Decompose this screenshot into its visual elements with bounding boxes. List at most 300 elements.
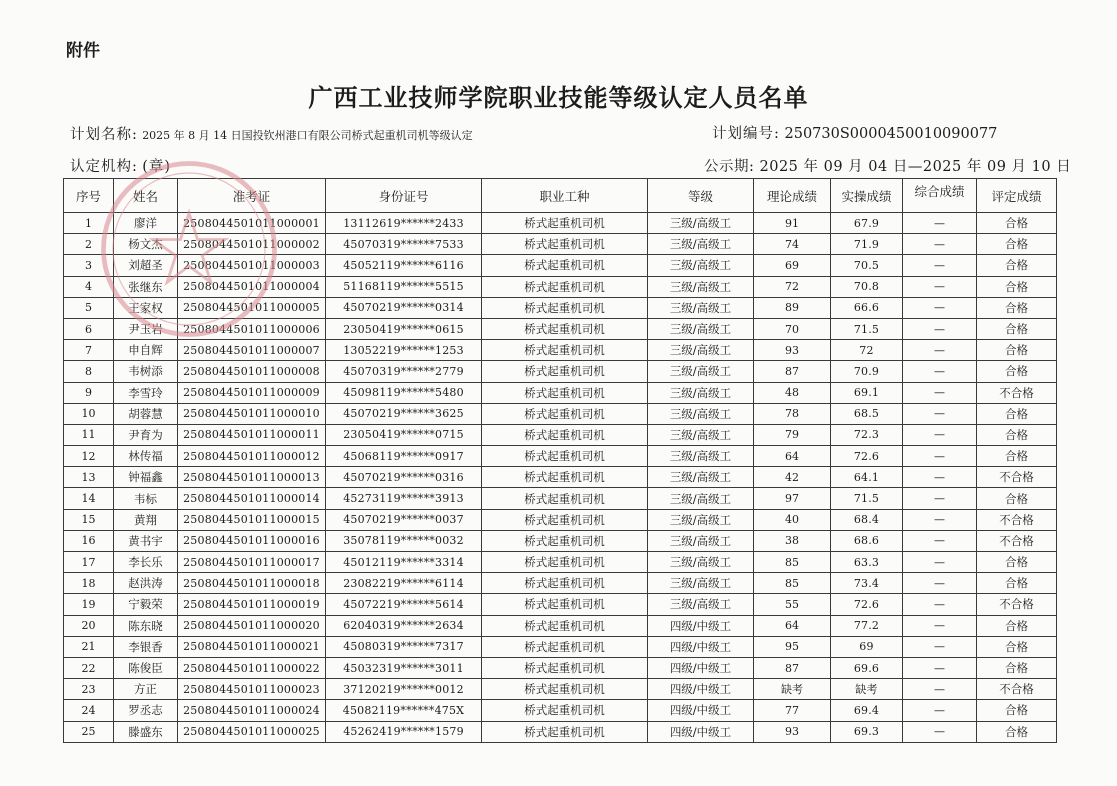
cell-name: 罗丞志 — [114, 700, 178, 721]
cell-practice-score: 77.2 — [831, 615, 903, 636]
cell-theory-score: 91 — [754, 213, 831, 234]
cell-practice-score: 63.3 — [831, 552, 903, 573]
cell-level: 三级/高级工 — [648, 509, 754, 530]
table-row — [64, 403, 1057, 424]
cell-overall-score: — — [903, 721, 977, 742]
table-row — [64, 552, 1057, 573]
cell-exam-id: 2508044501011000024 — [178, 700, 326, 721]
cell-practice-score: 72 — [831, 340, 903, 361]
cell-level: 三级/高级工 — [648, 573, 754, 594]
cell-name: 滕盛东 — [114, 721, 178, 742]
cell-result: 不合格 — [977, 467, 1057, 488]
cell-exam-id: 2508044501011000012 — [178, 446, 326, 467]
cell-occupation: 桥式起重机司机 — [482, 488, 648, 509]
cell-name: 李雪玲 — [114, 382, 178, 403]
cell-exam-id: 2508044501011000007 — [178, 340, 326, 361]
cell-result: 不合格 — [977, 382, 1057, 403]
cell-theory-score: 87 — [754, 657, 831, 678]
cell-level: 四级/中级工 — [648, 700, 754, 721]
cell-overall-score: — — [903, 403, 977, 424]
cell-practice-score: 72.6 — [831, 594, 903, 615]
cell-overall-score: — — [903, 509, 977, 530]
cell-id-number: 45032319******3011 — [326, 657, 482, 678]
cell-exam-id: 2508044501011000008 — [178, 361, 326, 382]
cell-occupation: 桥式起重机司机 — [482, 636, 648, 657]
cell-result: 合格 — [977, 700, 1057, 721]
cell-result: 不合格 — [977, 679, 1057, 700]
table-row — [64, 657, 1057, 678]
cell-result: 合格 — [977, 234, 1057, 255]
cell-id-number: 35078119******0032 — [326, 530, 482, 551]
table-row — [64, 573, 1057, 594]
cell-id-number: 45070219******0314 — [326, 297, 482, 318]
cell-practice-score: 69 — [831, 636, 903, 657]
cell-name: 钟福鑫 — [114, 467, 178, 488]
period-value: 2025 年 09 月 04 日—2025 年 09 月 10 日 — [759, 159, 1072, 175]
cell-index: 4 — [64, 276, 114, 297]
cell-theory-score: 77 — [754, 700, 831, 721]
cell-occupation: 桥式起重机司机 — [482, 340, 648, 361]
cell-name: 黄翔 — [114, 509, 178, 530]
cell-name: 陈俊臣 — [114, 657, 178, 678]
org-value: (章) — [142, 159, 172, 175]
cell-exam-id: 2508044501011000009 — [178, 382, 326, 403]
cell-id-number: 45098119******5480 — [326, 382, 482, 403]
cell-name: 张继东 — [114, 276, 178, 297]
cell-exam-id: 2508044501011000013 — [178, 467, 326, 488]
cell-practice-score: 69.3 — [831, 721, 903, 742]
cell-overall-score: — — [903, 318, 977, 339]
cell-level: 三级/高级工 — [648, 403, 754, 424]
cell-practice-score: 70.8 — [831, 276, 903, 297]
cell-practice-score: 67.9 — [831, 213, 903, 234]
cell-level: 四级/中级工 — [648, 679, 754, 700]
cell-index: 23 — [64, 679, 114, 700]
cell-exam-id: 2508044501011000025 — [178, 721, 326, 742]
column-header-col-overall: 综合成绩 — [903, 179, 977, 213]
cell-overall-score: — — [903, 424, 977, 445]
cell-overall-score: — — [903, 636, 977, 657]
cell-overall-score: — — [903, 446, 977, 467]
cell-occupation: 桥式起重机司机 — [482, 594, 648, 615]
cell-id-number: 23050419******0715 — [326, 424, 482, 445]
cell-name: 方正 — [114, 679, 178, 700]
cell-index: 19 — [64, 594, 114, 615]
cell-index: 14 — [64, 488, 114, 509]
cell-occupation: 桥式起重机司机 — [482, 255, 648, 276]
cell-theory-score: 64 — [754, 615, 831, 636]
plan-code-value: 250730S0000450010090077 — [784, 126, 998, 142]
table-row — [64, 276, 1057, 297]
cell-theory-score: 70 — [754, 318, 831, 339]
cell-level: 三级/高级工 — [648, 488, 754, 509]
table-row — [64, 594, 1057, 615]
cell-occupation: 桥式起重机司机 — [482, 318, 648, 339]
cell-practice-score: 69.1 — [831, 382, 903, 403]
cell-id-number: 23050419******0615 — [326, 318, 482, 339]
cell-exam-id: 2508044501011000022 — [178, 657, 326, 678]
certifying-org — [70, 155, 171, 176]
cell-occupation: 桥式起重机司机 — [482, 276, 648, 297]
cell-index: 10 — [64, 403, 114, 424]
cell-practice-score: 71.9 — [831, 234, 903, 255]
cell-overall-score: — — [903, 255, 977, 276]
cell-exam-id: 2508044501011000005 — [178, 297, 326, 318]
table-row — [64, 636, 1057, 657]
cell-index: 6 — [64, 318, 114, 339]
plan-name-label: 计划名称: — [70, 127, 138, 143]
cell-overall-score: — — [903, 340, 977, 361]
table-row — [64, 424, 1057, 445]
cell-theory-score: 38 — [754, 530, 831, 551]
column-header-col-level: 等级 — [648, 179, 754, 213]
cell-result: 合格 — [977, 488, 1057, 509]
cell-level: 三级/高级工 — [648, 297, 754, 318]
cell-occupation: 桥式起重机司机 — [482, 446, 648, 467]
cell-level: 三级/高级工 — [648, 530, 754, 551]
cell-overall-score: — — [903, 213, 977, 234]
cell-result: 合格 — [977, 318, 1057, 339]
cell-occupation: 桥式起重机司机 — [482, 361, 648, 382]
cell-level: 三级/高级工 — [648, 340, 754, 361]
cell-level: 三级/高级工 — [648, 255, 754, 276]
column-header-col-name: 姓名 — [114, 179, 178, 213]
cell-id-number: 45080319******7317 — [326, 636, 482, 657]
cell-occupation: 桥式起重机司机 — [482, 615, 648, 636]
cell-occupation: 桥式起重机司机 — [482, 700, 648, 721]
cell-index: 20 — [64, 615, 114, 636]
cell-id-number: 45070219******0037 — [326, 509, 482, 530]
cell-overall-score: — — [903, 234, 977, 255]
cell-result: 合格 — [977, 213, 1057, 234]
cell-theory-score: 48 — [754, 382, 831, 403]
cell-practice-score: 72.6 — [831, 446, 903, 467]
cell-exam-id: 2508044501011000003 — [178, 255, 326, 276]
cell-index: 12 — [64, 446, 114, 467]
cell-practice-score: 73.4 — [831, 573, 903, 594]
cell-theory-score: 89 — [754, 297, 831, 318]
cell-result: 合格 — [977, 424, 1057, 445]
cell-theory-score: 95 — [754, 636, 831, 657]
cell-theory-score: 78 — [754, 403, 831, 424]
cell-name: 李银香 — [114, 636, 178, 657]
cell-practice-score: 71.5 — [831, 318, 903, 339]
cell-exam-id: 2508044501011000015 — [178, 509, 326, 530]
cell-name: 韦标 — [114, 488, 178, 509]
cell-result: 不合格 — [977, 509, 1057, 530]
cell-index: 9 — [64, 382, 114, 403]
column-header-col-practice: 实操成绩 — [831, 179, 903, 213]
cell-id-number: 45070319******7533 — [326, 234, 482, 255]
table-row — [64, 488, 1057, 509]
cell-result: 合格 — [977, 297, 1057, 318]
cell-occupation: 桥式起重机司机 — [482, 552, 648, 573]
cell-id-number: 45012119******3314 — [326, 552, 482, 573]
cell-overall-score: — — [903, 361, 977, 382]
cell-theory-score: 42 — [754, 467, 831, 488]
table-row — [64, 446, 1057, 467]
cell-theory-score: 64 — [754, 446, 831, 467]
table-row — [64, 467, 1057, 488]
cell-index: 25 — [64, 721, 114, 742]
cell-result: 不合格 — [977, 594, 1057, 615]
cell-result: 合格 — [977, 721, 1057, 742]
cell-id-number: 51168119******5515 — [326, 276, 482, 297]
cell-result: 合格 — [977, 657, 1057, 678]
cell-id-number: 45262419******1579 — [326, 721, 482, 742]
cell-theory-score: 55 — [754, 594, 831, 615]
cell-name: 宁毅荣 — [114, 594, 178, 615]
table-row — [64, 318, 1057, 339]
cell-index: 5 — [64, 297, 114, 318]
cell-overall-score: — — [903, 488, 977, 509]
cell-exam-id: 2508044501011000006 — [178, 318, 326, 339]
attachment-label: 附件 — [66, 41, 100, 61]
cell-occupation: 桥式起重机司机 — [482, 213, 648, 234]
cell-practice-score: 72.3 — [831, 424, 903, 445]
table-row — [64, 234, 1057, 255]
cell-theory-score: 缺考 — [754, 679, 831, 700]
cell-exam-id: 2508044501011000021 — [178, 636, 326, 657]
table-row — [64, 382, 1057, 403]
cell-level: 三级/高级工 — [648, 234, 754, 255]
cell-theory-score: 93 — [754, 721, 831, 742]
cell-overall-score: — — [903, 297, 977, 318]
cell-practice-score: 68.4 — [831, 509, 903, 530]
cell-id-number: 45070319******2779 — [326, 361, 482, 382]
cell-index: 22 — [64, 657, 114, 678]
cell-overall-score: — — [903, 615, 977, 636]
column-header-col-id-number: 身份证号 — [326, 179, 482, 213]
cell-index: 3 — [64, 255, 114, 276]
cell-result: 合格 — [977, 573, 1057, 594]
cell-occupation: 桥式起重机司机 — [482, 509, 648, 530]
cell-overall-score: — — [903, 530, 977, 551]
cell-exam-id: 2508044501011000019 — [178, 594, 326, 615]
cell-exam-id: 2508044501011000014 — [178, 488, 326, 509]
cell-occupation: 桥式起重机司机 — [482, 424, 648, 445]
cell-occupation: 桥式起重机司机 — [482, 403, 648, 424]
cell-occupation: 桥式起重机司机 — [482, 657, 648, 678]
cell-index: 13 — [64, 467, 114, 488]
plan-code-label: 计划编号: — [712, 126, 780, 142]
table-row — [64, 213, 1057, 234]
cell-name: 杨文杰 — [114, 234, 178, 255]
cell-occupation: 桥式起重机司机 — [482, 721, 648, 742]
cell-occupation: 桥式起重机司机 — [482, 573, 648, 594]
cell-result: 不合格 — [977, 530, 1057, 551]
cell-name: 廖洋 — [114, 213, 178, 234]
cell-result: 合格 — [977, 276, 1057, 297]
cell-level: 三级/高级工 — [648, 361, 754, 382]
table-row — [64, 255, 1057, 276]
cell-result: 合格 — [977, 636, 1057, 657]
cell-id-number: 13112619******2433 — [326, 213, 482, 234]
cell-theory-score: 85 — [754, 573, 831, 594]
column-header-col-exam-id: 准考证 — [178, 179, 326, 213]
cell-name: 赵洪涛 — [114, 573, 178, 594]
cell-practice-score: 69.6 — [831, 657, 903, 678]
cell-theory-score: 79 — [754, 424, 831, 445]
cell-overall-score: — — [903, 679, 977, 700]
cell-occupation: 桥式起重机司机 — [482, 467, 648, 488]
cell-theory-score: 93 — [754, 340, 831, 361]
table-body — [64, 213, 1057, 743]
cell-id-number: 23082219******6114 — [326, 573, 482, 594]
cell-level: 三级/高级工 — [648, 446, 754, 467]
cell-occupation: 桥式起重机司机 — [482, 679, 648, 700]
column-header-col-occupation: 职业工种 — [482, 179, 648, 213]
cell-overall-score: — — [903, 594, 977, 615]
cell-level: 四级/中级工 — [648, 615, 754, 636]
plan-code — [712, 122, 997, 143]
cell-index: 8 — [64, 361, 114, 382]
cell-overall-score: — — [903, 657, 977, 678]
cell-level: 四级/中级工 — [648, 636, 754, 657]
cell-level: 三级/高级工 — [648, 276, 754, 297]
cell-name: 林传福 — [114, 446, 178, 467]
cell-name: 刘超圣 — [114, 255, 178, 276]
cell-overall-score: — — [903, 382, 977, 403]
cell-theory-score: 87 — [754, 361, 831, 382]
cell-exam-id: 2508044501011000020 — [178, 615, 326, 636]
table-row — [64, 340, 1057, 361]
cell-level: 三级/高级工 — [648, 594, 754, 615]
cell-result: 合格 — [977, 446, 1057, 467]
cell-id-number: 45070219******3625 — [326, 403, 482, 424]
cell-id-number: 37120219******0012 — [326, 679, 482, 700]
cell-index: 11 — [64, 424, 114, 445]
cell-result: 合格 — [977, 615, 1057, 636]
cell-practice-score: 71.5 — [831, 488, 903, 509]
plan-name — [70, 123, 473, 144]
cell-theory-score: 74 — [754, 234, 831, 255]
cell-overall-score: — — [903, 276, 977, 297]
column-header-col-result: 评定成绩 — [977, 179, 1057, 213]
cell-index: 17 — [64, 552, 114, 573]
cell-exam-id: 2508044501011000016 — [178, 530, 326, 551]
cell-name: 尹育为 — [114, 424, 178, 445]
cell-name: 李长乐 — [114, 552, 178, 573]
cell-id-number: 13052219******1253 — [326, 340, 482, 361]
cell-practice-score: 70.5 — [831, 255, 903, 276]
column-header-col-index: 序号 — [64, 179, 114, 213]
cell-exam-id: 2508044501011000010 — [178, 403, 326, 424]
cell-result: 合格 — [977, 403, 1057, 424]
cell-level: 三级/高级工 — [648, 318, 754, 339]
cell-id-number: 45072219******5614 — [326, 594, 482, 615]
cell-id-number: 45068119******0917 — [326, 446, 482, 467]
cell-overall-score: — — [903, 700, 977, 721]
cell-practice-score: 66.6 — [831, 297, 903, 318]
cell-theory-score: 85 — [754, 552, 831, 573]
column-header-col-theory: 理论成绩 — [754, 179, 831, 213]
cell-exam-id: 2508044501011000004 — [178, 276, 326, 297]
table-row — [64, 361, 1057, 382]
cell-index: 18 — [64, 573, 114, 594]
cell-theory-score: 72 — [754, 276, 831, 297]
cell-practice-score: 64.1 — [831, 467, 903, 488]
table-row — [64, 509, 1057, 530]
cell-name: 韦树添 — [114, 361, 178, 382]
cell-index: 2 — [64, 234, 114, 255]
table-row — [64, 700, 1057, 721]
cell-exam-id: 2508044501011000001 — [178, 213, 326, 234]
cell-name: 陈东晓 — [114, 615, 178, 636]
cell-result: 合格 — [977, 255, 1057, 276]
cell-level: 三级/高级工 — [648, 213, 754, 234]
cell-level: 三级/高级工 — [648, 467, 754, 488]
page-title: 广西工业技师学院职业技能等级认定人员名单 — [308, 84, 809, 112]
table-header-row — [64, 179, 1057, 213]
cell-result: 合格 — [977, 552, 1057, 573]
cell-exam-id: 2508044501011000023 — [178, 679, 326, 700]
cell-id-number: 45070219******0316 — [326, 467, 482, 488]
cell-index: 7 — [64, 340, 114, 361]
cell-level: 三级/高级工 — [648, 552, 754, 573]
cell-occupation: 桥式起重机司机 — [482, 530, 648, 551]
cell-occupation: 桥式起重机司机 — [482, 382, 648, 403]
cell-level: 三级/高级工 — [648, 424, 754, 445]
cell-practice-score: 69.4 — [831, 700, 903, 721]
table-row — [64, 297, 1057, 318]
cell-id-number: 45082119******475X — [326, 700, 482, 721]
plan-name-value: 2025 年 8 月 14 日国投钦州港口有限公司桥式起重机司机等级认定 — [142, 129, 473, 142]
cell-practice-score: 缺考 — [831, 679, 903, 700]
roster-table — [63, 178, 1057, 743]
cell-name: 王家权 — [114, 297, 178, 318]
cell-overall-score: — — [903, 552, 977, 573]
cell-exam-id: 2508044501011000018 — [178, 573, 326, 594]
cell-index: 1 — [64, 213, 114, 234]
table-row — [64, 721, 1057, 742]
org-label: 认定机构: — [70, 159, 138, 175]
cell-exam-id: 2508044501011000002 — [178, 234, 326, 255]
cell-id-number: 62040319******2634 — [326, 615, 482, 636]
cell-theory-score: 69 — [754, 255, 831, 276]
cell-index: 21 — [64, 636, 114, 657]
cell-exam-id: 2508044501011000011 — [178, 424, 326, 445]
cell-index: 15 — [64, 509, 114, 530]
cell-id-number: 45273119******3913 — [326, 488, 482, 509]
cell-exam-id: 2508044501011000017 — [178, 552, 326, 573]
cell-level: 四级/中级工 — [648, 657, 754, 678]
cell-name: 胡蓉慧 — [114, 403, 178, 424]
cell-result: 合格 — [977, 340, 1057, 361]
cell-practice-score: 70.9 — [831, 361, 903, 382]
cell-occupation: 桥式起重机司机 — [482, 297, 648, 318]
cell-id-number: 45052119******6116 — [326, 255, 482, 276]
cell-level: 四级/中级工 — [648, 721, 754, 742]
publicity-period — [704, 155, 1071, 176]
cell-level: 三级/高级工 — [648, 382, 754, 403]
table-row — [64, 530, 1057, 551]
cell-practice-score: 68.5 — [831, 403, 903, 424]
cell-result: 合格 — [977, 361, 1057, 382]
table-row — [64, 615, 1057, 636]
cell-index: 24 — [64, 700, 114, 721]
cell-overall-score: — — [903, 467, 977, 488]
cell-name: 申自辉 — [114, 340, 178, 361]
cell-practice-score: 68.6 — [831, 530, 903, 551]
cell-overall-score: — — [903, 573, 977, 594]
cell-name: 黄书宇 — [114, 530, 178, 551]
cell-index: 16 — [64, 530, 114, 551]
cell-occupation: 桥式起重机司机 — [482, 234, 648, 255]
cell-name: 尹玉岩 — [114, 318, 178, 339]
period-label: 公示期: — [704, 159, 755, 175]
cell-theory-score: 40 — [754, 509, 831, 530]
